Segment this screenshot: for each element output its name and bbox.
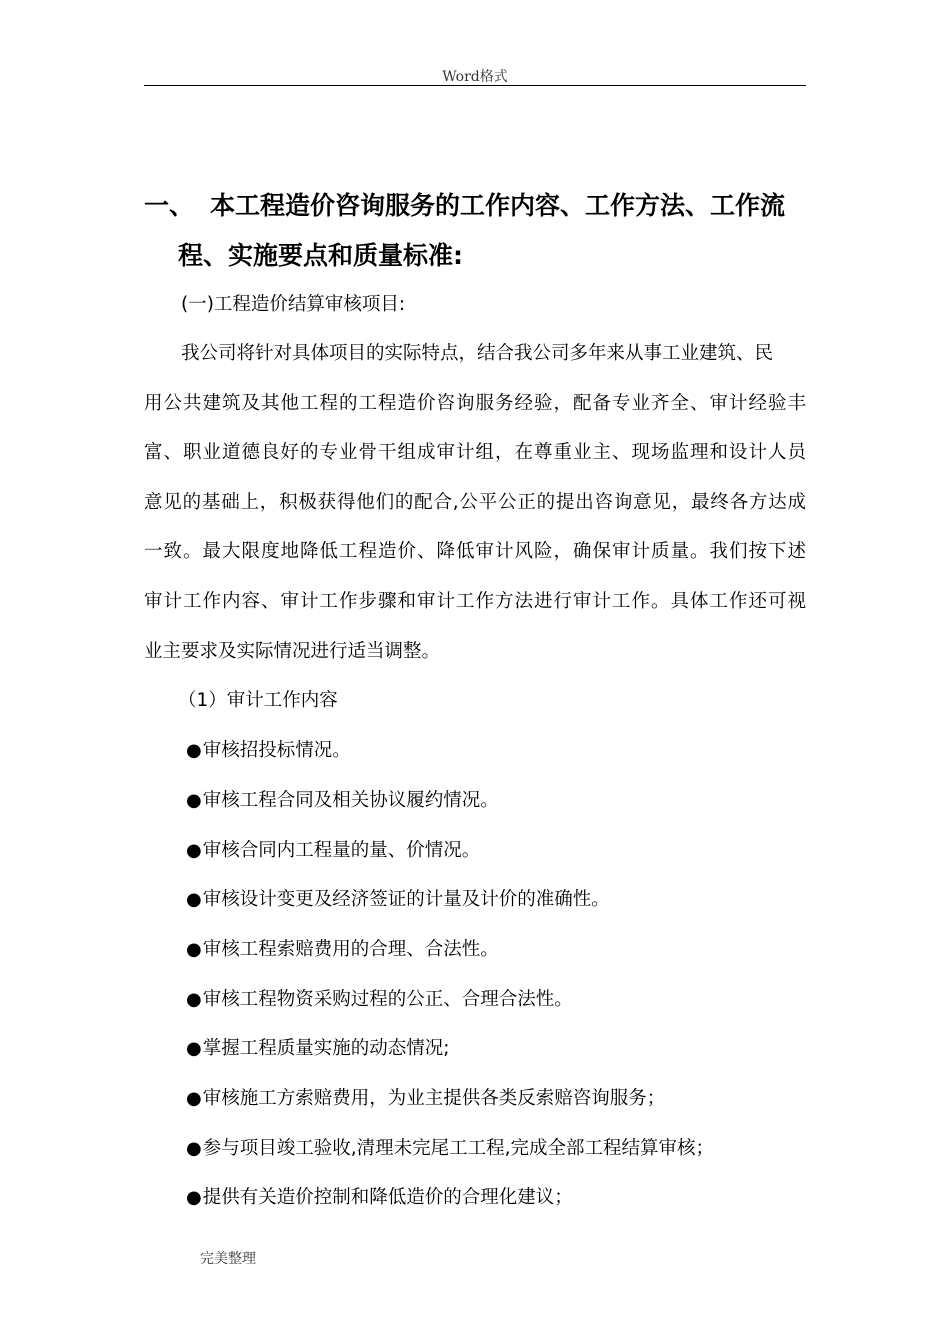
heading-line-1: 本工程造价咨询服务的工作内容、工作方法、工作流 (210, 191, 786, 220)
list-item (186, 1134, 714, 1160)
list-item-text: 审核工程索赔费用的合理、合法性。 (202, 939, 499, 960)
bullet-icon: ● (186, 840, 202, 861)
list-item (186, 935, 499, 961)
list-item-text: 提供有关造价控制和降低造价的合理化建议； (202, 1187, 573, 1208)
list-item-text: 审核工程物资采购过程的公正、合理合法性。 (202, 989, 573, 1010)
list-item-text: 审核合同内工程量的量、价情况。 (202, 840, 481, 861)
bullet-icon: ● (186, 1138, 202, 1159)
paragraph-line: 我公司将针对具体项目的实际特点，结合我公司多年来从事工业建筑、民 (181, 343, 774, 364)
list-item-text: 审核施工方索赔费用，为业主提供各类反索赔咨询服务； (202, 1088, 666, 1109)
paragraph-line: 审计工作内容、审计工作步骤和审计工作方法进行审计工作。具体工作还可视 (144, 591, 806, 612)
list-item-text: 审核工程合同及相关协议履约情况。 (202, 790, 499, 811)
bullet-icon: ● (186, 790, 202, 811)
list-item (186, 985, 573, 1011)
list-item (186, 1084, 665, 1110)
bullet-icon: ● (186, 889, 202, 910)
bullet-icon: ● (186, 1038, 202, 1059)
list-item-text: 参与项目竣工验收,清理未完尾工工程,完成全部工程结算审核； (202, 1138, 714, 1159)
subheading: (一)工程造价结算审核项目: (181, 294, 406, 315)
heading-number: 一、 (144, 191, 195, 220)
bullet-icon: ● (186, 1187, 202, 1208)
list-item (186, 736, 351, 762)
page-header: Word格式 (442, 69, 508, 85)
paragraph-line: 用公共建筑及其他工程的工程造价咨询服务经验，配备专业齐全、审计经验丰 (144, 393, 806, 414)
list-item-text: 审核设计变更及经济签证的计量及计价的准确性。 (202, 889, 610, 910)
paragraph-line: 一致。最大限度地降低工程造价、降低审计风险，确保审计质量。我们按下述 (144, 541, 806, 562)
bullet-icon: ● (186, 989, 202, 1010)
list-item (186, 1183, 573, 1209)
bullet-icon: ● (186, 740, 202, 761)
section-title: （1）审计工作内容 (178, 690, 338, 711)
paragraph-line: 业主要求及实际情况进行适当调整。 (144, 641, 441, 662)
list-item (186, 786, 499, 812)
list-item-text: 审核招投标情况。 (202, 740, 351, 761)
list-item (186, 1034, 449, 1060)
list-item (186, 836, 480, 862)
paragraph-line: 意见的基础上，积极获得他们的配合,公平公正的提出咨询意见，最终各方达成 (144, 492, 806, 513)
page-footer: 完美整理 (200, 1251, 256, 1267)
bullet-icon: ● (186, 939, 202, 960)
list-item (186, 885, 610, 911)
header-divider (144, 85, 806, 86)
heading-line-2: 程、实施要点和质量标准: (178, 241, 463, 270)
bullet-icon: ● (186, 1088, 202, 1109)
list-item-text: 掌握工程质量实施的动态情况; (202, 1038, 450, 1059)
paragraph-line: 富、职业道德良好的专业骨干组成审计组，在尊重业主、现场监理和设计人员 (144, 442, 806, 463)
